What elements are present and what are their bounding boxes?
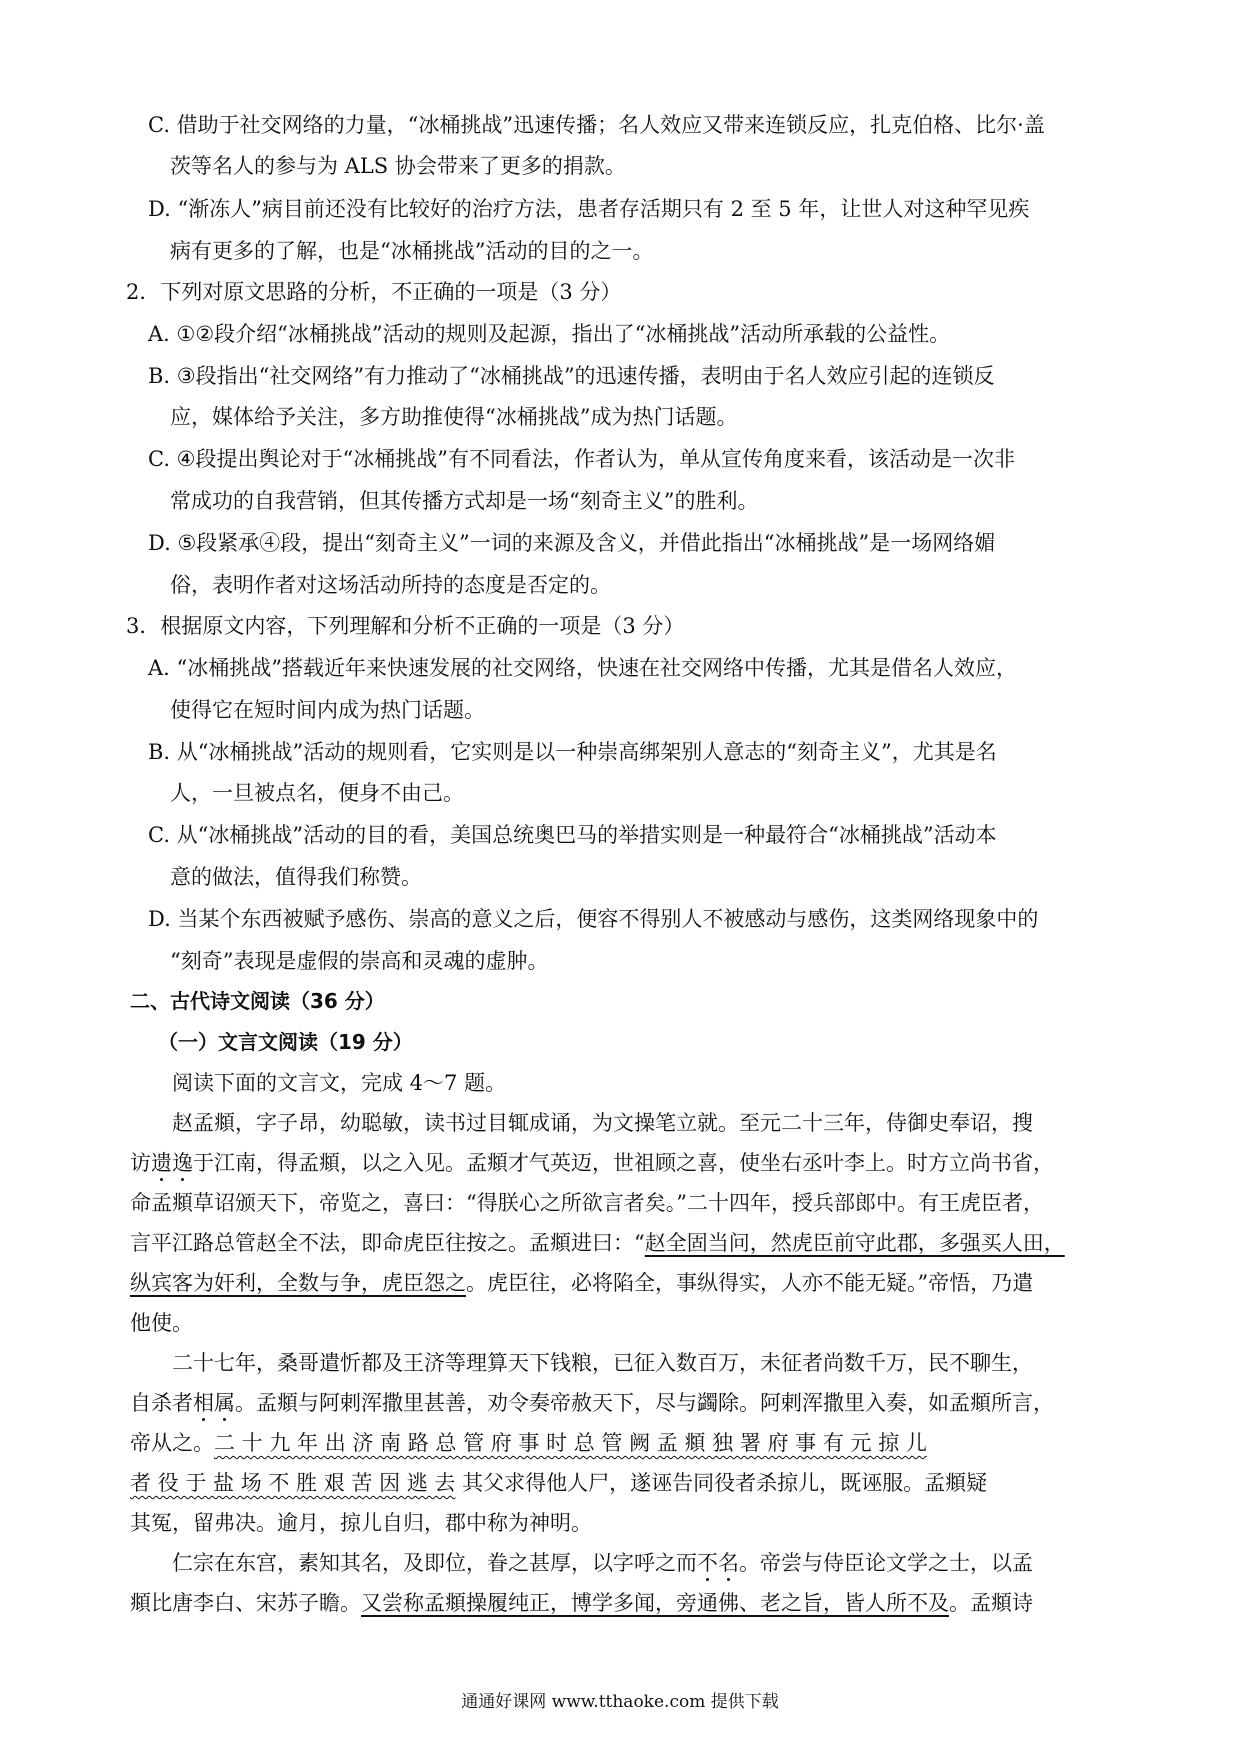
passage-line: 言平江路总管赵全不法，即命虎臣往按之。孟頫进曰：“赵全固当问，然虎臣前守此郡，多强买人田， — [130, 1231, 1065, 1255]
passage-line: 赵孟頫，字子昂，幼聪敏，读书过目辄成诵，为文操笔立就。至元二十三年，侍御史奉诏，搜 — [172, 1111, 1033, 1135]
q2-option-d-line1: D. ⑤段紧承④段，提出“刻奇主义”一词的来源及含义，并借此指出“冰桶挑战”是一场网络媚 — [148, 531, 996, 555]
q2-option-a: A. ①②段介绍“冰桶挑战”活动的规则及起源，指出了“冰桶挑战”活动所承载的公益性。 — [148, 322, 951, 346]
q3-option-c-line1: C. 从“冰桶挑战”活动的目的看，美国总统奥巴马的举措实则是一种最符合“冰桶挑战”活动本 — [148, 823, 997, 847]
passage-line: 自杀者相属。孟頫与阿剌浑撒里甚善，劝令奏帝赦天下，尽与蠲除。阿剌浑撒里入奏，如孟頫所言， — [130, 1391, 1054, 1415]
emphasis-dot-char: 遗 — [151, 1151, 172, 1175]
passage-line: 者 役 于 盐 场 不 胜 艰 苦 因 逃 去 其父求得他人尸，遂诬告同役者杀掠儿，既诬服。孟頫疑 — [130, 1471, 988, 1495]
passage-line: 其冤，留弗决。逾月，掠儿自归，郡中称为神明。 — [130, 1511, 592, 1535]
q1-option-c-line1: C. 借助于社交网络的力量，“冰桶挑战”迅速传播；名人效应又带来连锁反应，扎克伯格、比尔·盖 — [148, 113, 1045, 137]
emphasis-dot-char: 名 — [718, 1551, 739, 1575]
q3-option-c-line2: 意的做法，值得我们称赞。 — [170, 865, 422, 889]
passage-line: 頫比唐李白、宋苏子瞻。又尝称孟頫操履纯正，博学多闻，旁通佛、老之旨，皆人所不及。孟頫诗 — [130, 1591, 1033, 1615]
emphasis-dot-char: 相 — [193, 1391, 214, 1415]
reading-instruction: 阅读下面的文言文，完成 4～7 题。 — [172, 1071, 507, 1095]
underlined-sentence: 又尝称孟頫操履纯正，博学多闻，旁通佛、老之旨，皆人所不及 — [361, 1591, 949, 1615]
passage-line: 纵宾客为奸利，全数与争，虎臣怨之。虎臣往，必将陷全，事纵得实，人亦不能无疑。”帝悟，乃遣 — [130, 1271, 1034, 1295]
q2-option-d-line2: 俗，表明作者对这场活动所持的态度是否定的。 — [170, 573, 611, 597]
q2-option-b-line1: B. ③段指出“社交网络”有力推动了“冰桶挑战”的迅速传播，表明由于名人效应引起的连锁反 — [148, 364, 995, 388]
q2-stem: 2．下列对原文思路的分析，不正确的一项是（3 分） — [126, 280, 622, 304]
emphasis-dot-char: 不 — [697, 1551, 718, 1575]
underlined-sentence: 赵全固当问，然虎臣前守此郡，多强买人田， — [644, 1231, 1065, 1255]
q3-option-b-line2: 人，一旦被点名，便身不由己。 — [170, 781, 464, 805]
q2-option-b-line2: 应，媒体给予关注，多方助推使得“冰桶挑战”成为热门话题。 — [170, 405, 738, 429]
passage-line: 仁宗在东宫，素知其名，及即位，眷之甚厚，以字呼之而不名。帝尝与侍臣论文学之士，以孟 — [172, 1551, 1033, 1575]
q3-stem: 3．根据原文内容，下列理解和分析不正确的一项是（3 分） — [126, 614, 685, 638]
wavy-underlined-unpunctuated: 者 役 于 盐 场 不 胜 艰 苦 因 逃 去 — [130, 1471, 456, 1495]
underlined-sentence: 纵宾客为奸利，全数与争，虎臣怨之 — [130, 1271, 466, 1295]
q2-option-c-line1: C. ④段提出舆论对于“冰桶挑战”有不同看法，作者认为，单从宣传角度来看，该活动是一次非 — [148, 447, 1015, 471]
footer-download-note: 通通好课网 www.tthaoke.com 提供下载 — [461, 1692, 779, 1712]
q2-option-c-line2: 常成功的自我营销，但其传播方式却是一场“刻奇主义”的胜利。 — [170, 489, 759, 513]
q1-option-d-line2: 病有更多的了解，也是“冰桶挑战”活动的目的之一。 — [170, 239, 654, 263]
q1-option-c-line2: 茨等名人的参与为 ALS 协会带来了更多的捐款。 — [170, 154, 626, 178]
section-title: 二、古代诗文阅读（36 分） — [130, 989, 385, 1013]
emphasis-dot-char: 属 — [214, 1391, 235, 1415]
passage-line: 二十七年，桑哥遣忻都及王济等理算天下钱粮，已征入数百万，未征者尚数千万，民不聊生， — [172, 1351, 1033, 1375]
passage-line: 命孟頫草诏颁天下，帝览之，喜曰：“得朕心之所欲言者矣。”二十四年，授兵部郎中。有王虎臣者， — [130, 1191, 1044, 1215]
emphasis-dot-char: 逸 — [172, 1151, 193, 1175]
q1-option-d-line1: D. “渐冻人”病目前还没有比较好的治疗方法，患者存活期只有 2 至 5 年，让世人对这种罕见疾 — [148, 197, 1030, 221]
subsection-title: （一）文言文阅读（19 分） — [158, 1030, 413, 1054]
q3-option-d-line1: D. 当某个东西被赋予感伤、崇高的意义之后，便容不得别人不被感动与感伤，这类网络现象中的 — [148, 907, 1039, 931]
q3-option-d-line2: “刻奇”表现是虚假的崇高和灵魂的虚肿。 — [170, 949, 549, 973]
passage-line: 访遗逸于江南，得孟頫，以之入见。孟頫才气英迈，世祖顾之喜，使坐右丞叶李上。时方立尚书省， — [130, 1151, 1054, 1175]
q3-option-a-line1: A. “冰桶挑战”搭载近年来快速发展的社交网络，快速在社交网络中传播，尤其是借名人效应， — [148, 656, 1017, 680]
passage-line: 他使。 — [130, 1311, 193, 1335]
wavy-underlined-unpunctuated: 二 十 九 年 出 济 南 路 总 管 府 事 时 总 管 阙 孟 頫 独 署 府 事 有 元 掠 儿 — [214, 1431, 927, 1455]
q3-option-b-line1: B. 从“冰桶挑战”活动的规则看，它实则是以一种崇高绑架别人意志的“刻奇主义”，尤其是名 — [148, 740, 997, 764]
q3-option-a-line2: 使得它在短时间内成为热门话题。 — [170, 698, 485, 722]
passage-line: 帝从之。二 十 九 年 出 济 南 路 总 管 府 事 时 总 管 阙 孟 頫 独 署 府 事 有 元 掠 儿 — [130, 1431, 927, 1455]
